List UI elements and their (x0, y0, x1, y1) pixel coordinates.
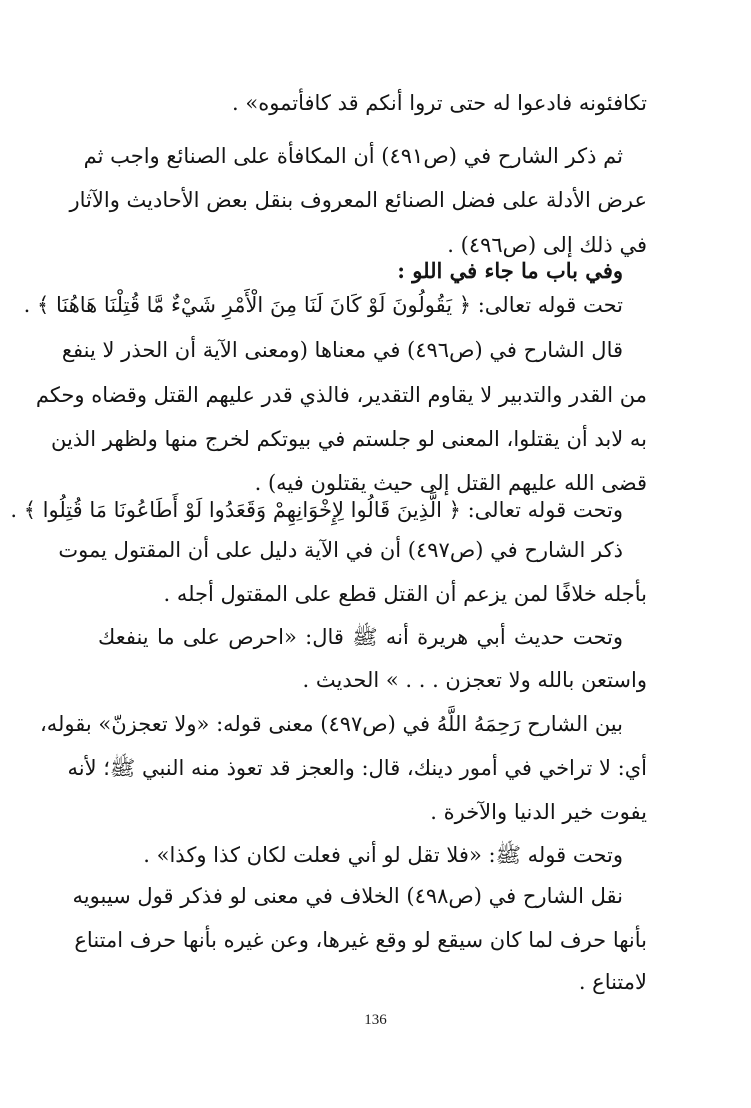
text-line-16: بين الشارح رَحِمَهُ اللَّهُ في (ص٤٩٧) معنى قوله: «ولا تعجزنّ» بقوله، (39, 712, 623, 736)
text-line-22: لامتناع . (578, 970, 647, 994)
text-line-14: وتحت حديث أبي هريرة أنه ﷺ قال: «احرص على ما ينفعك (98, 625, 623, 649)
section-heading-lo: وفي باب ما جاء في اللو : (397, 258, 623, 283)
text-line-17: أي: لا تراخي في أمور دينك، قال: والعجز قد تعوذ منه النبي ﷺ؛ لأنه (67, 756, 647, 780)
text-line-7: قال الشارح في (ص٤٩٦) في معناها (ومعنى الآية أن الحذر لا ينفع (61, 338, 623, 362)
page-number: 136 (364, 1012, 387, 1028)
text-line-1: تكافئونه فادعوا له حتى تروا أنكم قد كافأتموه» . (232, 91, 647, 115)
text-line-20: نقل الشارح في (ص٤٩٨) الخلاف في معنى لو فذكر قول سيبويه (72, 884, 623, 908)
text-line-8: من القدر والتدبير لا يقاوم التقدير، فالذي قدر عليهم القتل وقضاه وحكم (35, 383, 647, 407)
text-line-21: بأنها حرف لما كان سيقع لو وقع غيرها، وعن غيره بأنها حرف امتناع (74, 928, 647, 952)
text-line-10: قضى الله عليهم القتل إلى حيث يقتلون فيه) . (254, 471, 647, 495)
text-line-19: وتحت قوله ﷺ: «فلا تقل لو أني فعلت لكان كذا وكذا» . (143, 843, 623, 867)
text-line-18: يفوت خير الدنيا والآخرة . (430, 800, 647, 824)
text-line-verse-2: وتحت قوله تعالى: ﴿ الَّذِينَ قَالُوا لِإِخْوَانِهِمْ وَقَعَدُوا لَوْ أَطَاعُونَا مَا قُتِلُوا ﴾ . (10, 498, 623, 522)
text-line-9: به لابد أن يقتلوا، المعنى لو جلستم في بيوتكم لخرج منها ولظهر الذين (51, 427, 647, 451)
text-line-4: في ذلك إلى (ص٤٩٦) . (447, 233, 647, 257)
text-line-verse-1: تحت قوله تعالى: ﴿ يَقُولُونَ لَوْ كَانَ لَنَا مِنَ الْأَمْرِ شَيْءٌ مَّا قُتِلْنَا هَاهُنَا ﴾ . (23, 293, 623, 317)
text-line-12: ذكر الشارح في (ص٤٩٧) أن في الآية دليل على أن المقتول يموت (58, 538, 623, 562)
text-line-15: واستعن بالله ولا تعجزن . . . » الحديث . (302, 668, 647, 692)
text-line-13: بأجله خلافًا لمن يزعم أن القتل قطع على المقتول أجله . (163, 582, 647, 606)
text-line-2: ثم ذكر الشارح في (ص٤٩١) أن المكافأة على الصنائع واجب ثم (83, 144, 623, 168)
text-line-3: عرض الأدلة على فضل الصنائع المعروف بنقل بعض الأحاديث والآثار (69, 188, 647, 212)
